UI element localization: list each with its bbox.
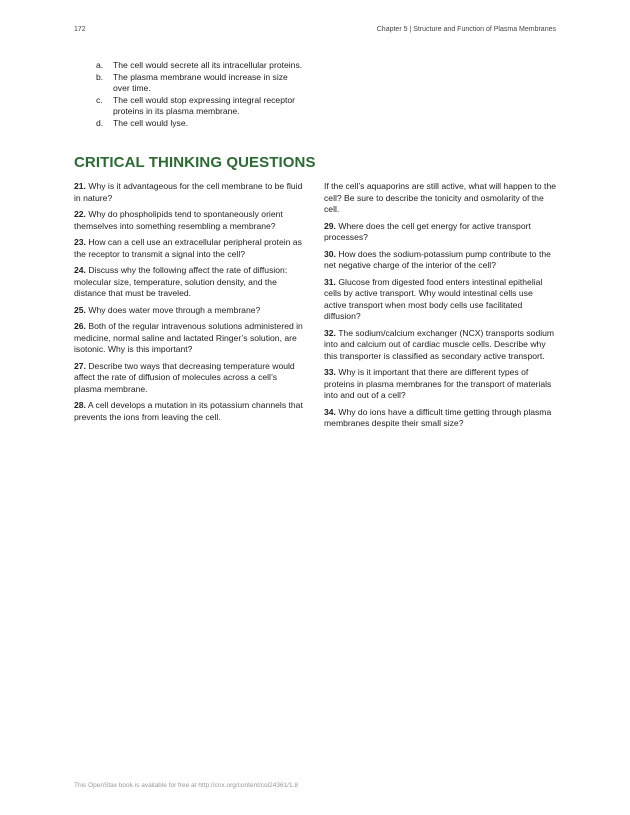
question-number: 24. [74,265,86,275]
question [74,237,306,260]
question-number: 28. [74,400,86,410]
question [324,328,556,363]
page-footer: This OpenStax book is available for free at http://cnx.org/content/col24361/1.8 [74,782,299,789]
question [74,321,306,356]
left-column [74,181,306,428]
question-number: 22. [74,209,86,219]
question-text: How can a cell use an extracellular peripheral protein as the receptor to transmit a signal into the cell? [74,237,302,259]
question-text: How does the sodium-potassium pump contribute to the net negative charge of the interior of the cell? [324,248,551,270]
choice-letter: d. [96,117,104,128]
choice-item [96,72,306,95]
question [74,305,306,317]
choice-item [96,95,306,118]
question [324,249,556,272]
choice-text: The cell would lyse. [113,117,188,128]
answer-choices [96,60,306,129]
question [74,209,306,232]
question [324,221,556,244]
question [324,277,556,323]
question [74,361,306,396]
question-text: Why do phospholipids tend to spontaneously orient themselves into something resembling a membrane? [74,209,283,231]
question-text: Both of the regular intravenous solutions administered in medicine, normal saline and lactated Ringer’s solution, are isotonic. Why is this important? [74,321,303,354]
question [74,265,306,300]
right-column [324,181,556,435]
question-text: Where does the cell get energy for active transport processes? [324,220,531,242]
choice-text: The cell would stop expressing integral receptor proteins in its plasma membrane. [113,94,295,116]
choice-letter: a. [96,60,104,70]
question-number: 29. [324,220,336,231]
question [74,400,306,423]
question-text: The sodium/calcium exchanger (NCX) transports sodium into and calcium out of cardiac muscle cells. Describe why this transporter is classified as secondary active transport. [324,327,555,361]
question [324,367,556,402]
question-text: Why is it advantageous for the cell membrane to be fluid in nature? [74,181,303,203]
choice-text: The cell would secrete all its intracellular proteins. [113,60,303,70]
question-number: 33. [324,367,336,377]
choice-text: The plasma membrane would increase in size over time. [113,71,288,93]
question-number: 31. [324,276,336,287]
question-number: 34. [324,406,336,417]
question-text: Discuss why the following affect the rate of diffusion: molecular size, temperature, solution density, and the distance that must be traveled. [74,265,288,298]
choice-item [96,118,306,130]
question-text: A cell develops a mutation in its potassium channels that prevents the ions from leaving the cell. [74,400,303,422]
question-text: Why does water move through a membrane? [88,304,261,315]
question-number: 23. [74,237,86,247]
question-number: 26. [74,321,86,331]
question-number: 32. [324,327,336,338]
choice-item [96,60,306,72]
question-text: Why is it important that there are different types of proteins in plasma membranes for the transport of materials into and out of a cell? [324,367,552,400]
question-text: Describe two ways that decreasing temperature would affect the rate of diffusion of molecules across a cell’s plasma membrane. [74,360,295,394]
section-title: CRITICAL THINKING QUESTIONS [74,154,316,171]
chapter-title: Chapter 5 | Structure and Function of Plasma Membranes [376,26,556,33]
page-number: 172 [74,26,86,33]
choice-letter: b. [96,71,104,82]
question-text: Why do ions have a difficult time getting through plasma membranes despite their small size? [324,406,552,428]
question [74,181,306,204]
question-number: 21. [74,181,86,191]
question-continuation: If the cell’s aquaporins are still active, what will happen to the cell? Be sure to describe the tonicity and osmolarity of the cell. [324,181,557,214]
question-number: 25. [74,304,86,315]
question [324,407,556,430]
question-text: Glucose from digested food enters intestinal epithelial cells by active transport. Why would intestinal cells use active transport when most body cells use facilitated diffusion? [324,276,543,321]
question-number: 30. [324,248,336,259]
choice-letter: c. [96,94,103,105]
question-number: 27. [74,360,86,371]
